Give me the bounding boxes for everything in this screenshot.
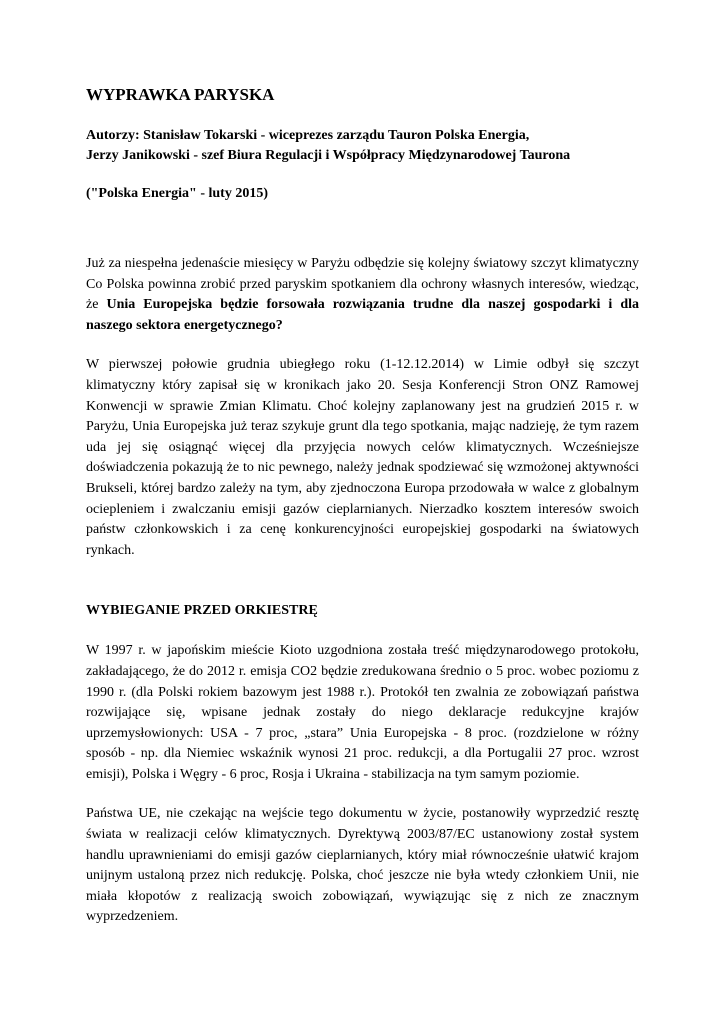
- authors-line-1: Autorzy: Stanisław Tokarski - wiceprezes zarządu Tauron Polska Energia,: [86, 128, 530, 143]
- paragraph-1-bold-text: Unia Europejska będzie forsowała rozwiązania trudne dla naszej gospodarki i dla naszego sektora energetycznego?: [86, 297, 639, 333]
- paragraph-4: Państwa UE, nie czekając na wejście tego dokumentu w życie, postanowiły wyprzedzić resztę świata w realizacji celów klimatycznych. Dyrektywą 2003/87/EC ustanowiony został system handlu uprawnieniami do emisji gazów cieplarnianych, który miał równocześnie ułatwić krajom unijnym ustaloną przez nich redukcję. Polska, choć jeszcze nie była wtedy członkiem Unii, nie miała kłopotów z realizacją swoich zobowiązań, wywiązując się z nich ze znacznym wyprzedzeniem.: [86, 806, 639, 925]
- paragraph-1: [86, 254, 639, 336]
- document-title: WYPRAWKA PARYSKA: [86, 85, 275, 104]
- paragraph-2: W pierwszej połowie grudnia ubiegłego roku (1-12.12.2014) w Limie odbył się szczyt klimatyczny który zapisał się w kronikach jako 20. Sesja Konferencji Stron ONZ Ramowej Konwencji w sprawie Zmian Klimatu. Choć kolejny zaplanowany jest na grudzień 2015 r. w Paryżu, Unia Europejska już teraz szykuje grunt dla tego spotkania, mając nadzieję, że tym razem uda jej się osiągnąć więcej dla przyjęcia nowych celów klimatycznych. Wcześniejsze doświadczenia pokazują że to nic pewnego, należy jednak spodziewać się wzmożonej aktywności Brukseli, której bardzo zależy na tym, aby zjednoczona Europa przodowała w walce z globalnym ociepleniem i zwalczaniu emisji gazów cieplarnianych. Nierzadko kosztem interesów swoich państw członkowskich i za cenę konkurencyjności europejskiej gospodarki na światowych rynkach.: [86, 357, 639, 558]
- section-heading: WYBIEGANIE PRZED ORKIESTRĘ: [86, 603, 318, 619]
- authors-line-2: Jerzy Janikowski - szef Biura Regulacji i Współpracy Międzynarodowej Taurona: [86, 148, 571, 163]
- authors-block: [86, 126, 639, 166]
- source-note: ("Polska Energia" - luty 2015): [86, 186, 268, 201]
- paragraph-3: W 1997 r. w japońskim mieście Kioto uzgodniona została treść międzynarodowego protokołu, zakładającego, że do 2012 r. emisja CO2 będzie zredukowana średnio o 5 proc. wobec poziomu z 1990 r. (dla Polski rokiem bazowym jest 1988 r.). Protokół ten zwalnia ze zobowiązań państwa rozwijające się, wpisane jednak zostały do niego deklaracje redukcyjne krajów uprzemysłowionych: USA - 7 proc, „stara” Unia Europejska - 8 proc. (rozdzielone w różny sposób - np. dla Niemiec wskaźnik wynosi 21 proc. redukcji, a dla Portugalii 27 proc. wzrost emisji), Polska i Węgry - 6 proc, Rosja i Ukraina - stabilizacja na tym samym poziomie.: [86, 643, 639, 782]
- paragraph-1-text: Już za niespełna jedenaście miesięcy w Paryżu odbędzie się kolejny światowy szczyt klimatyczny Co Polska powinna zrobić przed paryskim spotkaniem dla ochrony własnych interesów, wiedząc, że: [86, 256, 639, 313]
